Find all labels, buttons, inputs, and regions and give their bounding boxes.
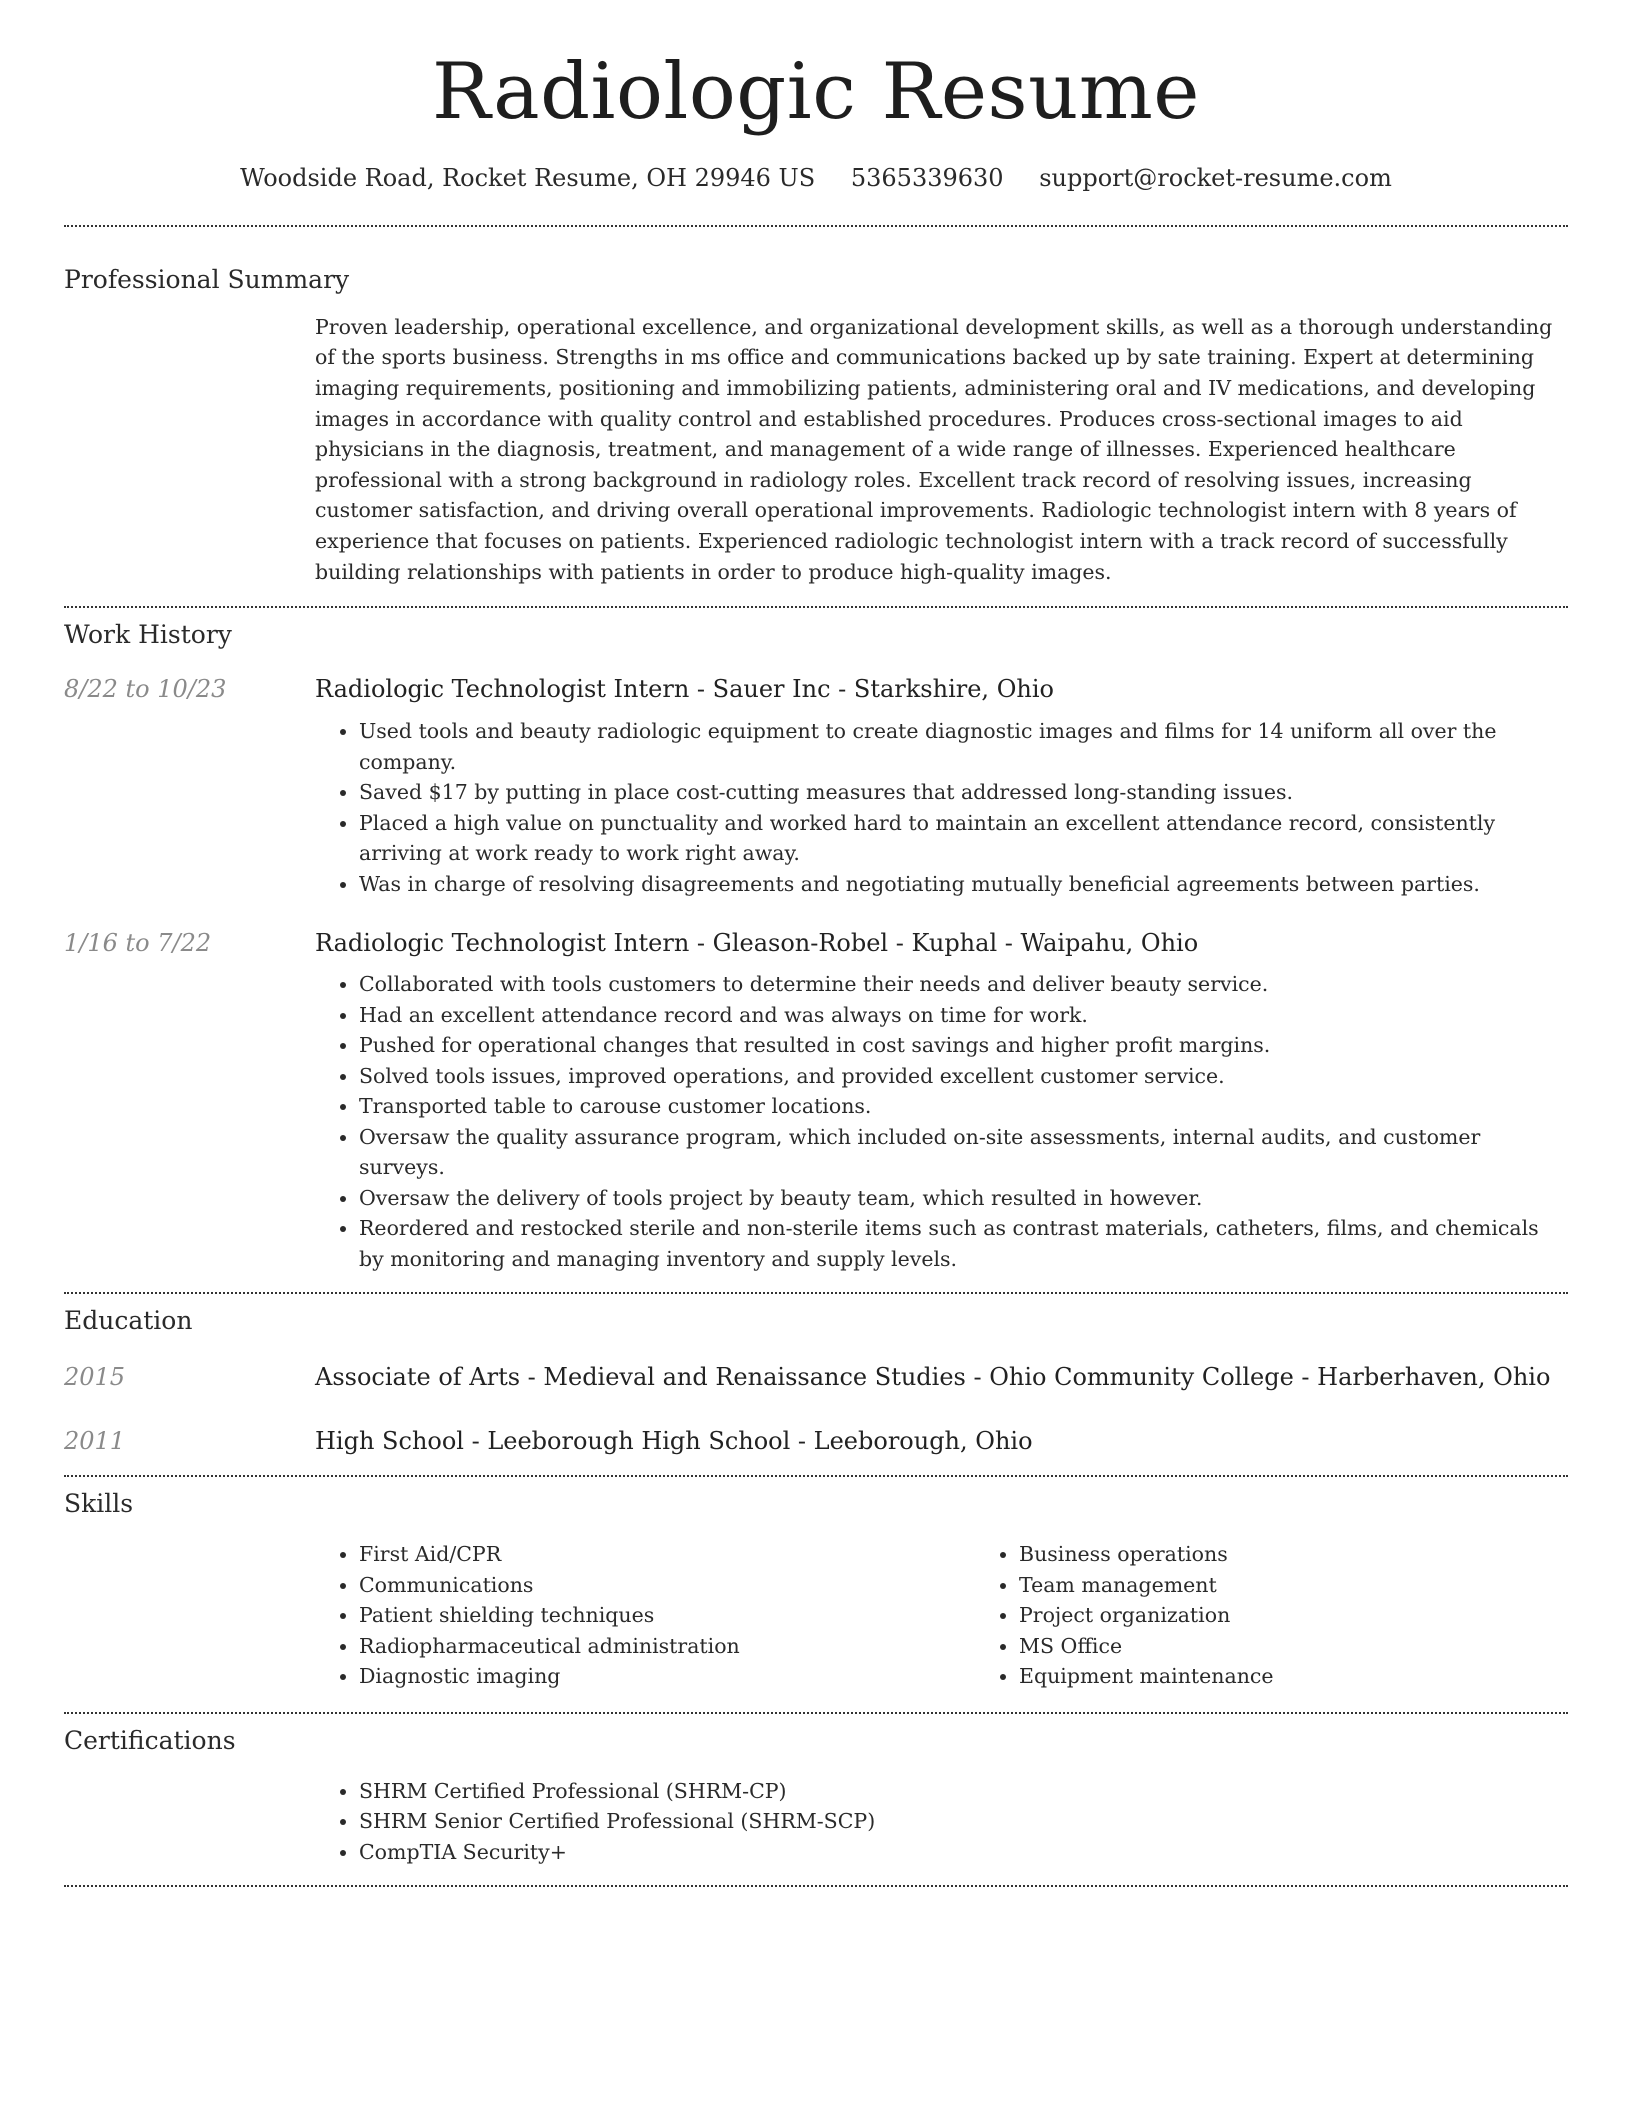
summary-content — [315, 312, 1568, 587]
education-heading: Associate of Arts - Medieval and Renaissance Studies - Ohio Community College - Harberhaven, Ohio — [315, 1363, 1551, 1392]
skill-item: • Communications — [359, 1570, 975, 1601]
education-year: 2015 — [64, 1363, 126, 1392]
job-heading: Radiologic Technologist Intern - Gleason-Robel - Kuphal - Waipahu, Ohio — [315, 929, 1199, 958]
summary-title: Professional Summary — [64, 264, 350, 294]
skill-item: • Project organization — [1019, 1600, 1632, 1631]
skill-item: • Diagnostic imaging — [359, 1661, 975, 1692]
job-bullets — [315, 969, 1568, 1274]
job-bullet-list — [315, 716, 1568, 899]
job-bullet: • Oversaw the delivery of tools project by beauty team, which resulted in however. — [359, 1183, 1568, 1214]
job-bullet: • Placed a high value on punctuality and worked hard to maintain an excellent attendance record, consistently arriving at work ready to work right away. — [359, 808, 1568, 869]
resume-page — [64, 0, 1568, 1887]
section-divider — [64, 606, 1568, 608]
section-divider — [64, 1712, 1568, 1714]
summary-text: Proven leadership, operational excellence, and organizational development skills, as well as a thorough understanding of the sports business. Strengths in ms office and communications backed up by sate training. Expert at determining imaging requirements, positioning and immobilizing patients, administering oral and IV medications, and developing images in accordance with quality control and established procedures. Produces cross-sectional images to aid physicians in the diagnosis, treatment, and management of a wide range of illnesses. Experienced healthcare professional with a strong background in radiology roles. Excellent track record of resolving issues, increasing customer satisfaction, and driving overall operational improvements. Radiologic technologist intern with 8 years of experience that focuses on patients. Experienced radiologic technologist intern with a track record of successfully building relationships with patients in order to produce high-quality images. — [315, 314, 1553, 584]
certifications-list — [315, 1776, 1568, 1868]
job-bullet: • Had an excellent attendance record and was always on time for work. — [359, 1000, 1568, 1031]
contact-email: support@rocket-resume.com — [1039, 163, 1392, 192]
job-bullets — [315, 716, 1568, 899]
certification-item: • SHRM Certified Professional (SHRM-CP) — [359, 1776, 1568, 1807]
skill-item: • Equipment maintenance — [1019, 1661, 1632, 1692]
section-divider — [64, 225, 1568, 227]
certifications-content — [315, 1776, 1568, 1868]
job-bullet: • Transported table to carouse customer locations. — [359, 1091, 1568, 1122]
summary-section — [64, 265, 1568, 587]
education-entry — [64, 1363, 1568, 1391]
certifications-title: Certifications — [64, 1725, 236, 1755]
work-section — [64, 620, 1568, 1274]
job-bullet: • Reordered and restocked sterile and non-sterile items such as contrast materials, catheters, films, and chemicals by monitoring and managing inventory and supply levels. — [359, 1213, 1568, 1274]
job-dates: 1/16 to 7/22 — [64, 929, 212, 958]
section-divider — [64, 1885, 1568, 1887]
skills-section — [64, 1489, 1568, 1692]
job-bullet: • Used tools and beauty radiologic equipment to create diagnostic images and films for 14 uniform all over the company. — [359, 716, 1568, 777]
skills-list-left — [315, 1539, 975, 1692]
education-year: 2011 — [64, 1427, 126, 1456]
job-bullet: • Was in charge of resolving disagreements and negotiating mutually beneficial agreements between parties. — [359, 869, 1568, 900]
job-header — [64, 929, 1568, 957]
certification-item: • SHRM Senior Certified Professional (SHRM-SCP) — [359, 1806, 1568, 1837]
contact-phone: 5365339630 — [850, 163, 1004, 192]
contact-line — [64, 164, 1568, 192]
certification-item: • CompTIA Security+ — [359, 1837, 1568, 1868]
education-section — [64, 1306, 1568, 1455]
skills-list-right — [975, 1539, 1632, 1692]
skills-title: Skills — [64, 1489, 134, 1519]
skill-item: • First Aid/CPR — [359, 1539, 975, 1570]
job-entry — [64, 675, 1568, 899]
skill-item: • Team management — [1019, 1570, 1632, 1601]
job-bullet: • Solved tools issues, improved operations, and provided excellent customer service. — [359, 1061, 1568, 1092]
job-header — [64, 675, 1568, 703]
education-heading: High School - Leeborough High School - Leeborough, Ohio — [315, 1427, 1033, 1456]
skill-item: • MS Office — [1019, 1631, 1632, 1662]
skill-item: • Business operations — [1019, 1539, 1632, 1570]
job-heading: Radiologic Technologist Intern - Sauer Inc - Starkshire, Ohio — [315, 675, 1054, 704]
skill-item: • Radiopharmaceutical administration — [359, 1631, 975, 1662]
resume-name: Radiologic Resume — [432, 47, 1200, 137]
job-entry — [64, 929, 1568, 1274]
section-divider — [64, 1475, 1568, 1477]
job-dates: 8/22 to 10/23 — [64, 675, 227, 704]
education-entry — [64, 1427, 1568, 1455]
skill-item: • Patient shielding techniques — [359, 1600, 975, 1631]
job-bullet: • Oversaw the quality assurance program, which included on-site assessments, internal audits, and customer surveys. — [359, 1122, 1568, 1183]
job-bullet: • Saved $17 by putting in place cost-cutting measures that addressed long-standing issues. — [359, 777, 1568, 808]
skills-columns — [315, 1539, 1568, 1692]
job-bullet-list — [315, 969, 1568, 1274]
contact-address: Woodside Road, Rocket Resume, OH 29946 US — [240, 163, 816, 192]
job-bullet: • Pushed for operational changes that resulted in cost savings and higher profit margins. — [359, 1030, 1568, 1061]
certifications-section — [64, 1726, 1568, 1868]
section-divider — [64, 1292, 1568, 1294]
work-title: Work History — [64, 620, 232, 650]
education-title: Education — [64, 1306, 193, 1336]
job-bullet: • Collaborated with tools customers to determine their needs and deliver beauty service. — [359, 969, 1568, 1000]
